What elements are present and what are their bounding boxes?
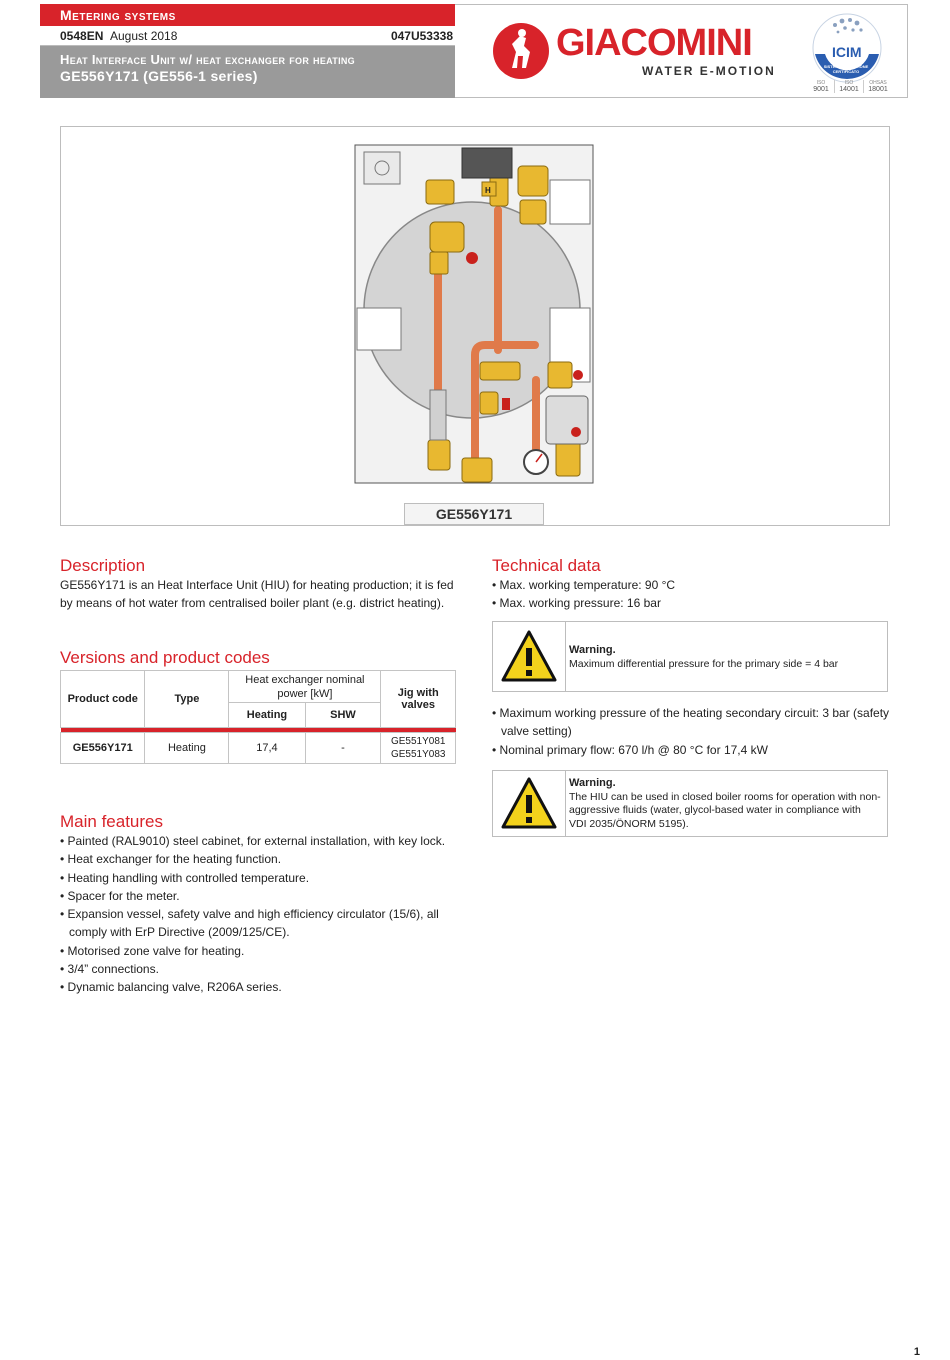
col-type: Type [145, 671, 229, 728]
brand-logo [492, 22, 782, 82]
col-power-group: Heat exchanger nominal power [kW] [229, 671, 381, 703]
valve-letter: H [485, 186, 491, 195]
cell-shw: - [305, 733, 381, 764]
warning-box [492, 621, 888, 692]
list-item: • Heat exchanger for the heating function. [60, 850, 460, 868]
cert-name: ICIM [832, 44, 862, 60]
iso-item: OHSAS 18001 [868, 80, 888, 93]
features-list [60, 832, 460, 997]
col-heating: Heating [229, 703, 305, 728]
title-box [40, 46, 455, 98]
warning-title: Warning. [569, 777, 616, 789]
iso-item: ISO 14001 [835, 80, 864, 93]
cell-jig [381, 733, 456, 764]
col-shw: SHW [305, 703, 381, 728]
list-item: • Dynamic balancing valve, R206A series. [60, 978, 460, 996]
list-item: • Heating handling with controlled temperature. [60, 869, 460, 887]
page-number: 1 [913, 1346, 920, 1358]
list-item: • Nominal primary flow: 670 l/h @ 80 °C for 17,4 kW [492, 741, 892, 759]
doc-title: Heat Interface Unit w/ heat exchanger for heating [60, 52, 355, 67]
list-item: • Painted (RAL9010) steel cabinet, for external installation, with key lock. [60, 832, 460, 850]
certification-badge [805, 8, 895, 96]
doc-subtitle: GE556Y171 (GE556-1 series) [60, 68, 258, 84]
list-item: • Max. working temperature: 90 °C [492, 576, 892, 594]
doc-number: 047U53338 [390, 29, 453, 43]
jig-code: GE551Y081 [390, 736, 446, 747]
description-heading: Description [60, 556, 146, 575]
versions-heading: Versions and product codes [60, 648, 270, 667]
doc-date: August 2018 [110, 29, 178, 43]
warning-text: The HIU can be used in closed boiler rooms for operation with non-aggressive fluids (water, glycol-based water in compliance with VDI 2035/ÖNORM 5195). [569, 790, 881, 830]
cell-heating: 17,4 [229, 733, 305, 764]
list-item: • Expansion vessel, safety valve and high efficiency circulator (15/6), all comply with ErP Directive (2009/125/CE). [60, 905, 460, 942]
warning-box [492, 770, 888, 837]
meta-row [40, 26, 455, 46]
table-header-row [61, 671, 456, 703]
technical-heading: Technical data [492, 556, 601, 575]
doc-code: 0548EN [60, 29, 104, 43]
technical-list-a [492, 576, 892, 613]
list-item: • Maximum working pressure of the heating secondary circuit: 3 bar (safety valve setting) [492, 704, 892, 741]
list-item: • Motorised zone valve for heating. [60, 942, 460, 960]
jig-code: GE551Y083 [390, 749, 446, 760]
cell-type: Heating [145, 733, 229, 764]
technical-list-b [492, 704, 892, 759]
warning-text: Maximum differential pressure for the primary side = 4 bar [569, 657, 839, 670]
col-jig: Jig with valves [381, 671, 456, 728]
features-heading: Main features [60, 812, 163, 831]
col-product-code: Product code [61, 671, 145, 728]
product-codes-table [60, 670, 456, 764]
hiu-illustration [350, 140, 600, 490]
list-item: • 3/4” connections. [60, 960, 460, 978]
list-item: • Max. working pressure: 16 bar [492, 594, 892, 612]
header-left [40, 4, 455, 98]
logo-emblem-icon [492, 22, 550, 80]
warning-icon [493, 771, 565, 836]
warning-icon [493, 622, 565, 691]
category-bar: Metering systems [40, 4, 455, 26]
iso-list [808, 80, 892, 93]
list-item: • Spacer for the meter. [60, 887, 460, 905]
brand-name: GIACOMINI [556, 22, 752, 64]
warning-title: Warning. [569, 644, 616, 656]
cert-ring-text: SISTEMA DI GESTIONE CERTIFICATO [823, 64, 869, 74]
brand-tagline: WATER E-MOTION [642, 64, 776, 78]
description-text: GE556Y171 is an Heat Interface Unit (HIU) for heating production; it is fed by means of hot water from centralised boiler plant (e.g. district heating). [60, 578, 454, 610]
table-row [61, 733, 456, 764]
iso-item: ISO 9001 [808, 80, 835, 93]
figure-label: GE556Y171 [404, 503, 544, 525]
cell-code: GE556Y171 [61, 733, 145, 764]
